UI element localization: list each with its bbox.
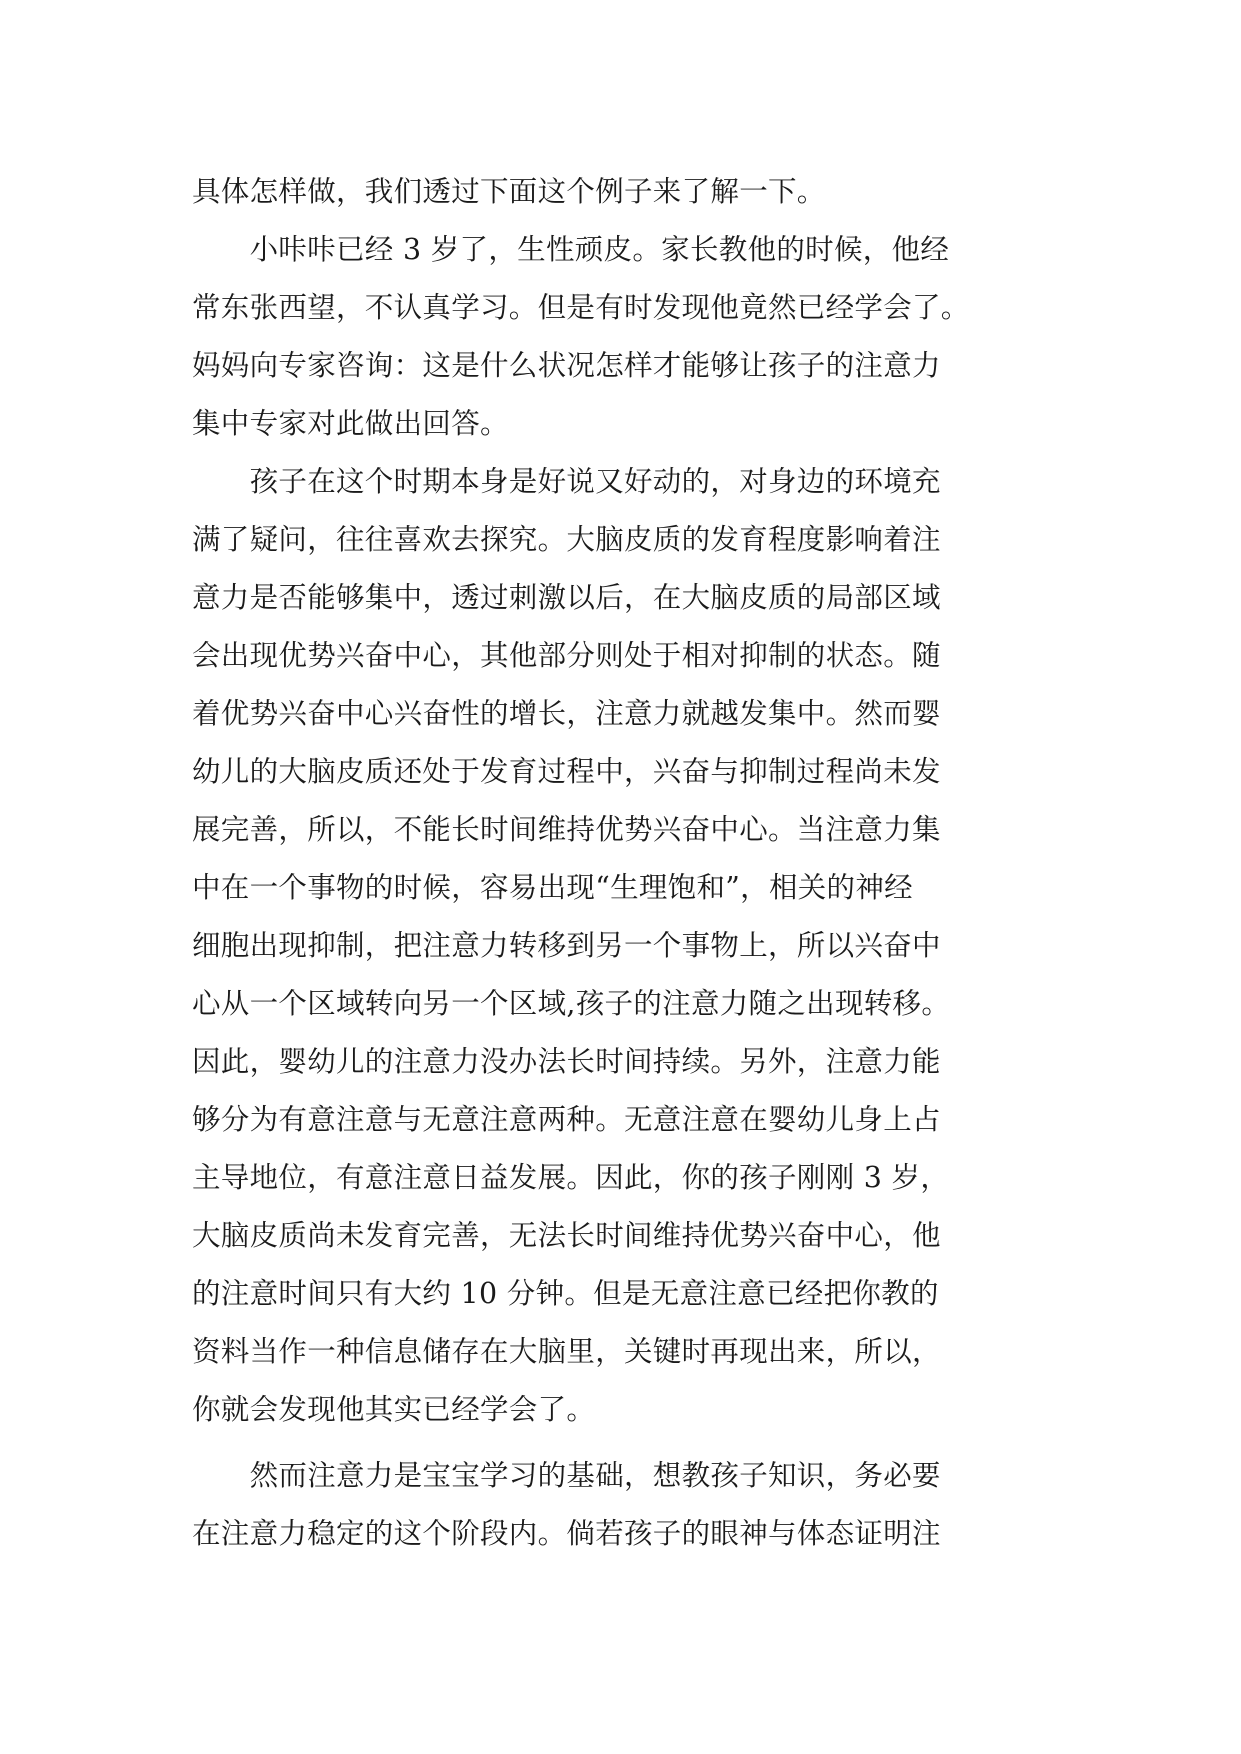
text-line: 常东张西望，不认真学习。但是有时发现他竟然已经学会了。 (192, 291, 970, 324)
text-line: 意力是否能够集中，透过刺激以后，在大脑皮质的局部区域 (192, 581, 941, 614)
text-line: 的注意时间只有大约 10 分钟。但是无意注意已经把你教的 (192, 1277, 939, 1310)
paragraph-gap (192, 1439, 1052, 1447)
text-line: 集中专家对此做出回答。 (192, 407, 509, 440)
text-line: 大脑皮质尚未发育完善，无法长时间维持优势兴奋中心，他 (192, 1219, 941, 1252)
text-line: 中在一个事物的时候，容易出现“生理饱和”，相关的神经 (192, 871, 913, 904)
text-line: 幼儿的大脑皮质还处于发育过程中，兴奋与抑制过程尚未发 (192, 755, 941, 788)
text-line: 着优势兴奋中心兴奋性的增长，注意力就越发集中。然而婴 (192, 697, 941, 730)
text-line: 在注意力稳定的这个阶段内。倘若孩子的眼神与体态证明注 (192, 1517, 941, 1550)
text-line: 主导地位，有意注意日益发展。因此，你的孩子刚刚 3 岁， (192, 1161, 950, 1194)
text-line: 满了疑问，往往喜欢去探究。大脑皮质的发育程度影响着注 (192, 523, 941, 556)
text-line: 孩子在这个时期本身是好说又好动的，对身边的环境充 (192, 465, 941, 498)
text-line: 具体怎样做，我们透过下面这个例子来了解一下。 (192, 175, 826, 208)
text-line: 你就会发现他其实已经学会了。 (192, 1393, 596, 1426)
text-line: 会出现优势兴奋中心，其他部分则处于相对抑制的状态。随 (192, 639, 941, 672)
text-line: 展完善，所以，不能长时间维持优势兴奋中心。当注意力集 (192, 813, 941, 846)
text-line: 小咔咔已经 3 岁了，生性顽皮。家长教他的时候，他经 (192, 233, 950, 266)
text-line: 资料当作一种信息储存在大脑里，关键时再现出来，所以， (192, 1335, 941, 1368)
body-text (192, 163, 1052, 1563)
text-line: 心从一个区域转向另一个区域,孩子的注意力随之出现转移。 (192, 987, 951, 1020)
text-line: 因此，婴幼儿的注意力没办法长时间持续。另外，注意力能 (192, 1045, 941, 1078)
text-line: 妈妈向专家咨询：这是什么状况怎样才能够让孩子的注意力 (192, 349, 941, 382)
text-line: 然而注意力是宝宝学习的基础，想教孩子知识，务必要 (192, 1459, 941, 1492)
text-line: 够分为有意注意与无意注意两种。无意注意在婴幼儿身上占 (192, 1103, 941, 1136)
text-line: 细胞出现抑制，把注意力转移到另一个事物上，所以兴奋中 (192, 929, 941, 962)
